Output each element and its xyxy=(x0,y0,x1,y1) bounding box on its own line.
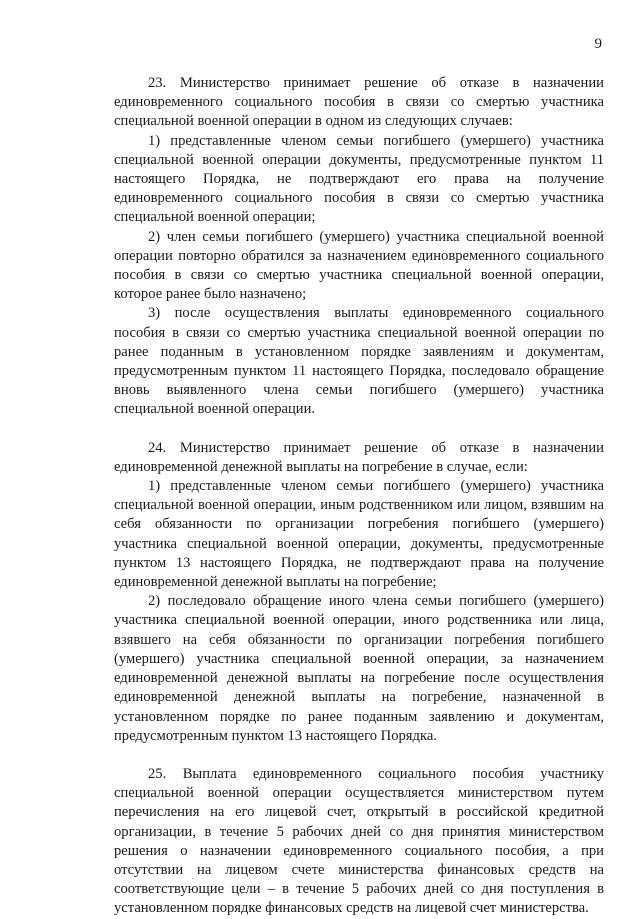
paragraph-24: 24. Министерство принимает решение об отказе в назначении единовременной денежной выплаты на погребение в случае, если: xyxy=(114,439,604,475)
document-body xyxy=(114,74,604,919)
page-number: 9 xyxy=(594,36,602,52)
paragraph-23-item-3: 3) после осуществления выплаты единовременного социального пособия в связи со смертью участника специальной военной операции по ранее поданным в установленном порядке заявлениям и документам, предусмотренным пунктом 11 настоящего Порядка, последовало обращение вновь выявленного члена семьи погибшего (умершего) участника специальной военной операции. xyxy=(114,305,604,418)
paragraph-25: 25. Выплата единовременного социального пособия участнику специальной военной операции осуществляется министерством путем перечисления на его лицевой счет, открытый в российской кредитной организации, в течение 5 рабочих дней со дня принятия министерством решения о назначении единовременного социального пособия, а при отсутствии на лицевом счете министерства финансовых средств на соответствующие цели – в течение 5 рабочих дней со дня поступления в установленном порядке финансовых средств на лицевой счет министерства. xyxy=(114,765,604,917)
paragraph-23: 23. Министерство принимает решение об отказе в назначении единовременного социального пособия в связи со смертью участника специальной военной операции в одном из следующих случаев: xyxy=(114,75,604,130)
paragraph-24-item-1: 1) представленные членом семьи погибшего (умершего) участника специальной военной операции, иным родственником или лицом, взявшим на себя обязанности по организации погребения погибшего (умершего) участника специальной военной операции, документы, предусмотренные пунктом 13 настоящего Порядка, не подтверждают права на получение единовременной денежной выплаты на погребение; xyxy=(114,478,604,591)
paragraph-24-item-2: 2) последовало обращение иного члена семьи погибшего (умершего) участника специальной военной операции, иного родственника или лица, взявшего на себя обязанности по организации погребения погибшего (умершего) участника специальной военной операции, за назначением единовременной денежной выплаты на погребение после осуществления единовременной денежной выплаты на погребение, назначенной в установленном порядке по ранее поданным заявлению и документам, предусмотренным пунктом 13 настоящего Порядка. xyxy=(114,593,604,744)
paragraph-23-item-2: 2) член семьи погибшего (умершего) участника специальной военной операции повторно обратился за назначением единовременного социального пособия в связи со смертью участника специальной военной операции, которое ранее было назначено; xyxy=(114,228,604,303)
scan-speck xyxy=(192,878,193,879)
paragraph-23-item-1: 1) представленные членом семьи погибшего (умершего) участника специальной военной операции документы, предусмотренные пунктом 11 настоящего Порядка, не подтверждают его права на получение единовременного социального пособия в связи со смертью участника специальной военной операции; xyxy=(114,132,604,226)
